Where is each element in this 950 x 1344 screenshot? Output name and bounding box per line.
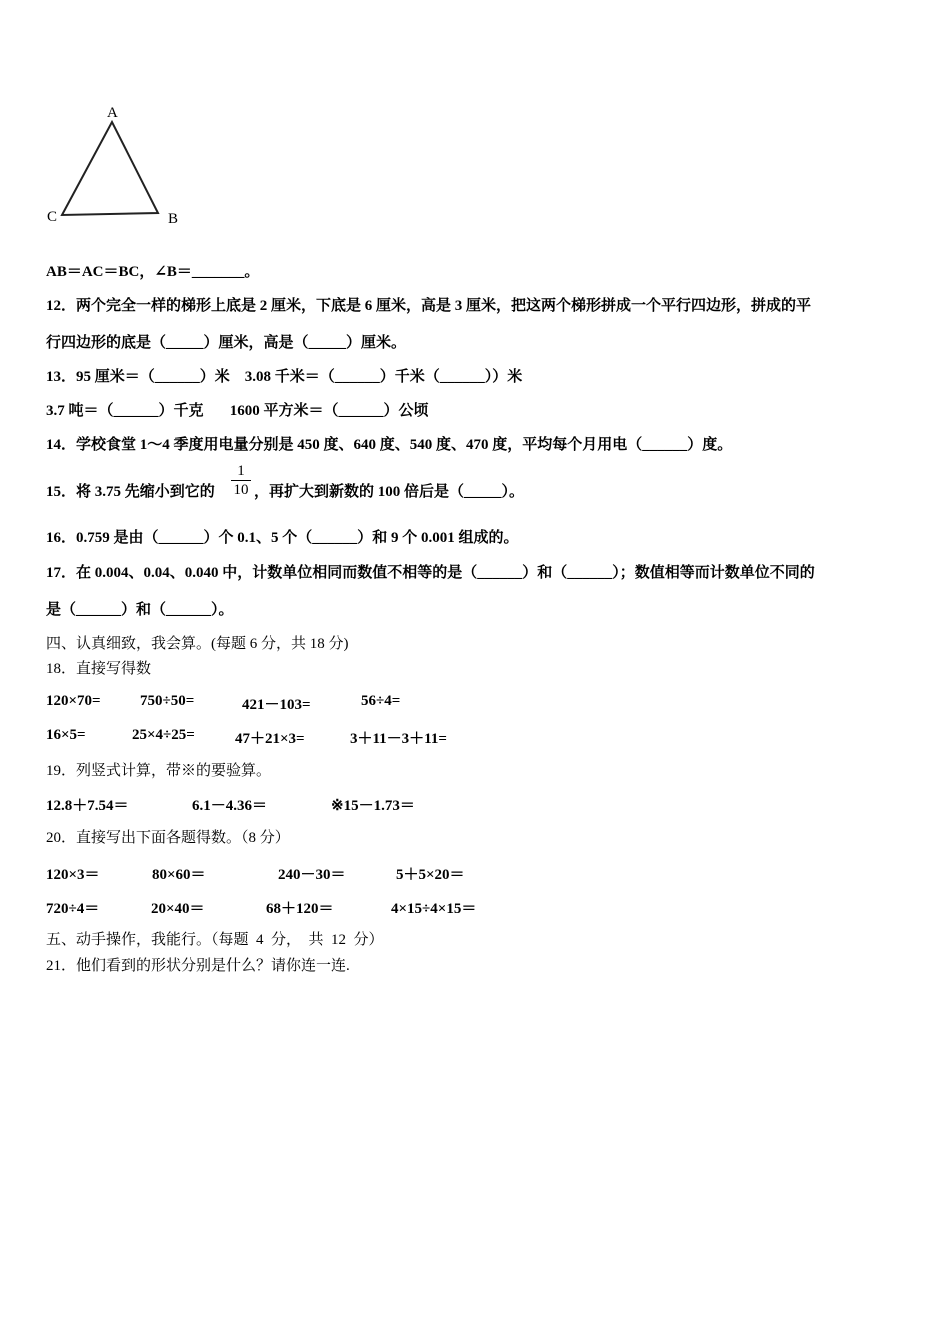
q20-item: 720÷4＝ — [46, 901, 100, 917]
fraction-one-tenth — [231, 463, 251, 498]
vertex-label-c: C — [47, 209, 58, 225]
q20-item: 68＋120＝ — [266, 901, 334, 917]
q12-line2: 行四边形的底是（_____）厘米，高是（_____）厘米。 — [46, 335, 407, 351]
q18-item: 3＋11－3＋11= — [350, 731, 447, 747]
q17-line2: 是（______）和（______）。 — [46, 602, 234, 618]
q20-item: 80×60＝ — [152, 867, 206, 883]
q19-item: ※15－1.73＝ — [331, 798, 415, 814]
q18-item: 421－103= — [242, 697, 311, 713]
q11-text: AB＝AC＝BC，∠B＝_______。 — [46, 264, 260, 280]
q19-item: 12.8＋7.54＝ — [46, 798, 129, 814]
q13-line2: 3.7 吨＝（______）千克 1600 平方米＝（______）公顷 — [46, 403, 429, 419]
vertex-label-a: A — [107, 105, 118, 121]
q21-text: 21．他们看到的形状分别是什么？请你连一连. — [46, 958, 350, 974]
fraction-denominator: 10 — [233, 482, 249, 498]
q20-item: 20×40＝ — [151, 901, 205, 917]
q15-before: 15．将 3.75 先缩小到它的 — [46, 484, 215, 500]
q16-text: 16．0.759 是由（______）个 0.1、5 个（______）和 9 个 0.001 组成的。 — [46, 530, 519, 546]
q18-item: 56÷4= — [361, 693, 401, 709]
fraction-numerator: 1 — [237, 463, 245, 479]
q20-title: 20．直接写出下面各题得数。（8 分） — [46, 830, 290, 846]
q18-item: 16×5= — [46, 727, 86, 743]
fraction-bar — [231, 480, 251, 481]
section4-title: 四、认真细致，我会算。(每题 6 分，共 18 分) — [46, 636, 349, 652]
equilateral-triangle-figure — [40, 98, 190, 233]
q13-line1: 13．95 厘米＝（______）米 3.08 千米＝（______）千米（______））米 — [46, 369, 523, 385]
q12-line1: 12．两个完全一样的梯形上底是 2 厘米，下底是 6 厘米，高是 3 厘米，把这两个梯形拼成一个平行四边形，拼成的平 — [46, 298, 812, 314]
section5-title: 五、动手操作，我能行。（每题 4 分， 共 12 分） — [46, 932, 384, 948]
q19-item: 6.1－4.36＝ — [192, 798, 268, 814]
q18-title: 18．直接写得数 — [46, 661, 152, 677]
q15-after: ，再扩大到新数的 100 倍后是（_____）。 — [254, 484, 525, 500]
q18-item: 47＋21×3= — [235, 731, 305, 747]
q18-item: 750÷50= — [140, 693, 195, 709]
q20-item: 120×3＝ — [46, 867, 100, 883]
q17-line1: 17．在 0.004、0.04、0.040 中，计数单位相同而数值不相等的是（______）和（______）；数值相等而计数单位不同的 — [46, 565, 815, 581]
q20-item: 240－30＝ — [278, 867, 346, 883]
q19-title: 19．列竖式计算，带※的要验算。 — [46, 763, 272, 779]
q20-item: 5＋5×20＝ — [396, 867, 465, 883]
q18-item: 120×70= — [46, 693, 101, 709]
q20-item: 4×15÷4×15＝ — [391, 901, 477, 917]
triangle-abc — [62, 122, 158, 215]
q14-text: 14．学校食堂 1～4 季度用电量分别是 450 度、640 度、540 度、470 度，平均每个月用电（______）度。 — [46, 437, 733, 453]
vertex-label-b: B — [168, 211, 179, 227]
q18-item: 25×4÷25= — [132, 727, 195, 743]
